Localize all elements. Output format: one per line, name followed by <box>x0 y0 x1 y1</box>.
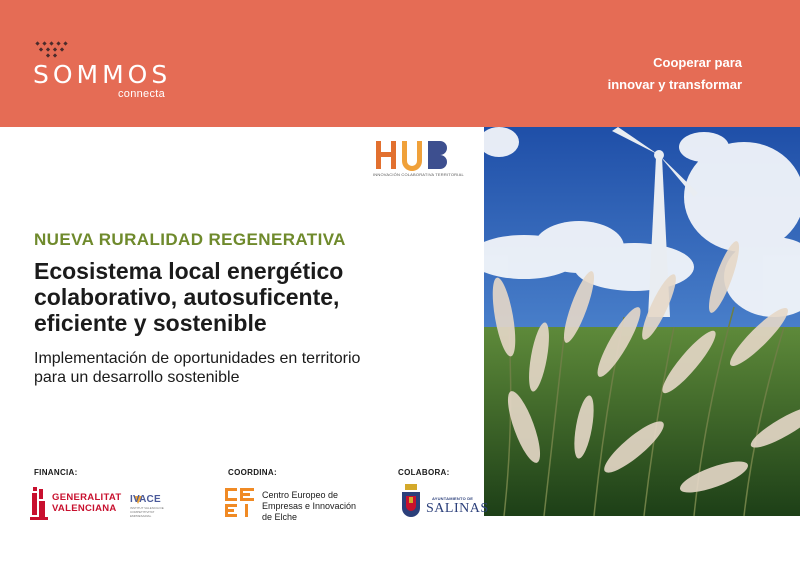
generalitat-text <box>52 492 121 514</box>
ceei-logo <box>225 488 255 518</box>
ceei-text <box>262 490 356 523</box>
ivace-logo: IVACE <box>130 494 161 505</box>
tagline-line2: innovar y transformar <box>607 77 742 92</box>
header-banner <box>0 0 800 127</box>
subtitle-line1: Implementación de oportunidades en territorio <box>34 350 361 367</box>
title-line3: eficiente y sostenible <box>34 310 267 336</box>
tagline <box>582 52 742 96</box>
brand-subtitle: connecta <box>118 88 166 100</box>
ceei-line1: Centro Europeo de <box>262 490 339 500</box>
brand-name: SOMMOS <box>33 60 172 89</box>
salinas-coat-of-arms-icon <box>400 484 422 520</box>
subtitle <box>34 349 454 387</box>
coordina-label: COORDINA: <box>228 468 277 477</box>
ceei-line3: de Elche <box>262 512 298 522</box>
salinas-name: SALINAS <box>426 501 489 516</box>
salinas-small: AYUNTAMIENTO DE <box>432 496 474 501</box>
generalitat-valenciana-logo <box>30 487 50 521</box>
title-line1: Ecosistema local energético <box>34 258 344 284</box>
hub-subtext: INNOVACIÓN COLABORATIVA TERRITORIAL <box>373 172 464 177</box>
title-line2: colaborativo, autosuficente, <box>34 284 340 310</box>
kicker: NUEVA RURALIDAD REGENERATIVA <box>34 230 346 249</box>
ceei-line2: Empresas e Innovación <box>262 501 357 511</box>
colabora-label: COLABORA: <box>398 468 450 477</box>
wind-turbine-grass-photo <box>484 127 800 516</box>
generalitat-line2: VALENCIANA <box>52 503 117 514</box>
sommos-dots-icon <box>34 40 70 60</box>
generalitat-line1: GENERALITAT <box>52 492 122 503</box>
subtitle-line2: para un desarrollo sostenible <box>34 369 240 386</box>
tagline-line1: Cooperar para <box>653 55 742 70</box>
financia-label: FINANCIA: <box>34 468 78 477</box>
ivace-fineprint: INSTITUT VALENCIA DE COMPETITIVITAT EMPRESARIAL <box>130 506 164 518</box>
page-title <box>34 258 454 336</box>
